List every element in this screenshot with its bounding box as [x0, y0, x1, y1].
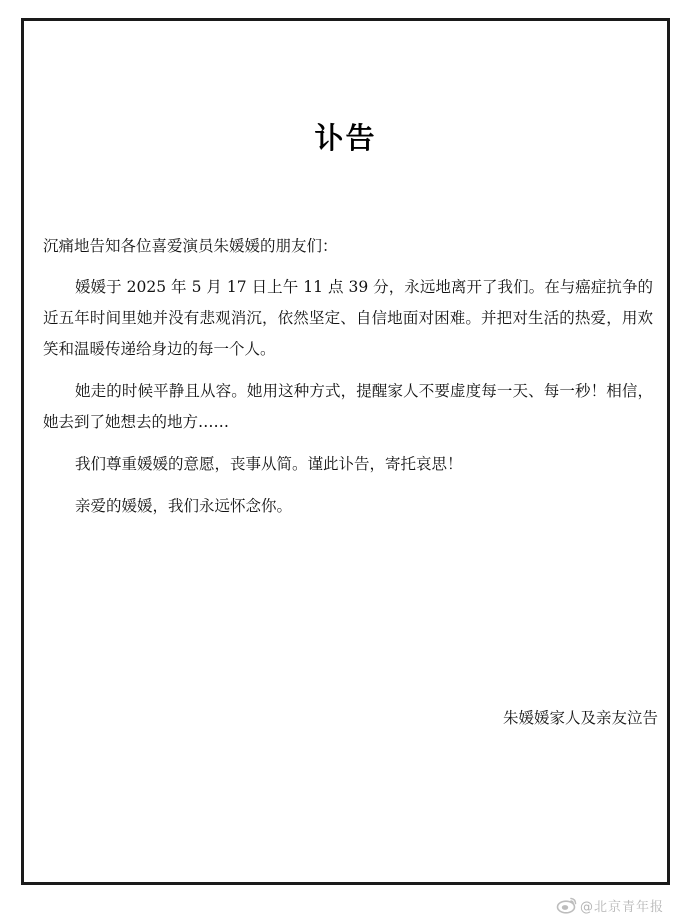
signature: 朱媛媛家人及亲友泣告	[502, 709, 658, 727]
watermark-text: @北京青年报	[579, 899, 664, 915]
paragraph-peaceful: 她走的时候平静且从容。她用这种方式，提醒家人不要虚度每一天、每一秒！相信，她去到了她想去的地方……	[43, 382, 653, 431]
salutation: 沉痛地告知各位喜爱演员朱媛媛的朋友们：	[43, 237, 338, 255]
paragraph-passing: 媛媛于 2025 年 5 月 17 日上午 11 点 39 分，永远地离开了我们。在与癌症抗争的近五年时间里她并没有悲观消沉，依然坚定、自信地面对困难。并把对生活的热爱，用欢笑和温暖传递给身边的每一个人。	[43, 278, 653, 358]
paragraph-remembrance: 亲爱的媛媛，我们永远怀念你。	[75, 497, 293, 515]
weibo-logo-icon	[556, 896, 578, 914]
notice-title: 讣告	[314, 121, 377, 155]
notice-frame	[21, 18, 670, 885]
notice-body	[43, 231, 653, 533]
watermark	[556, 893, 664, 917]
paragraph-funeral: 我们尊重媛媛的意愿，丧事从简。谨此讣告，寄托哀思！	[75, 455, 463, 473]
